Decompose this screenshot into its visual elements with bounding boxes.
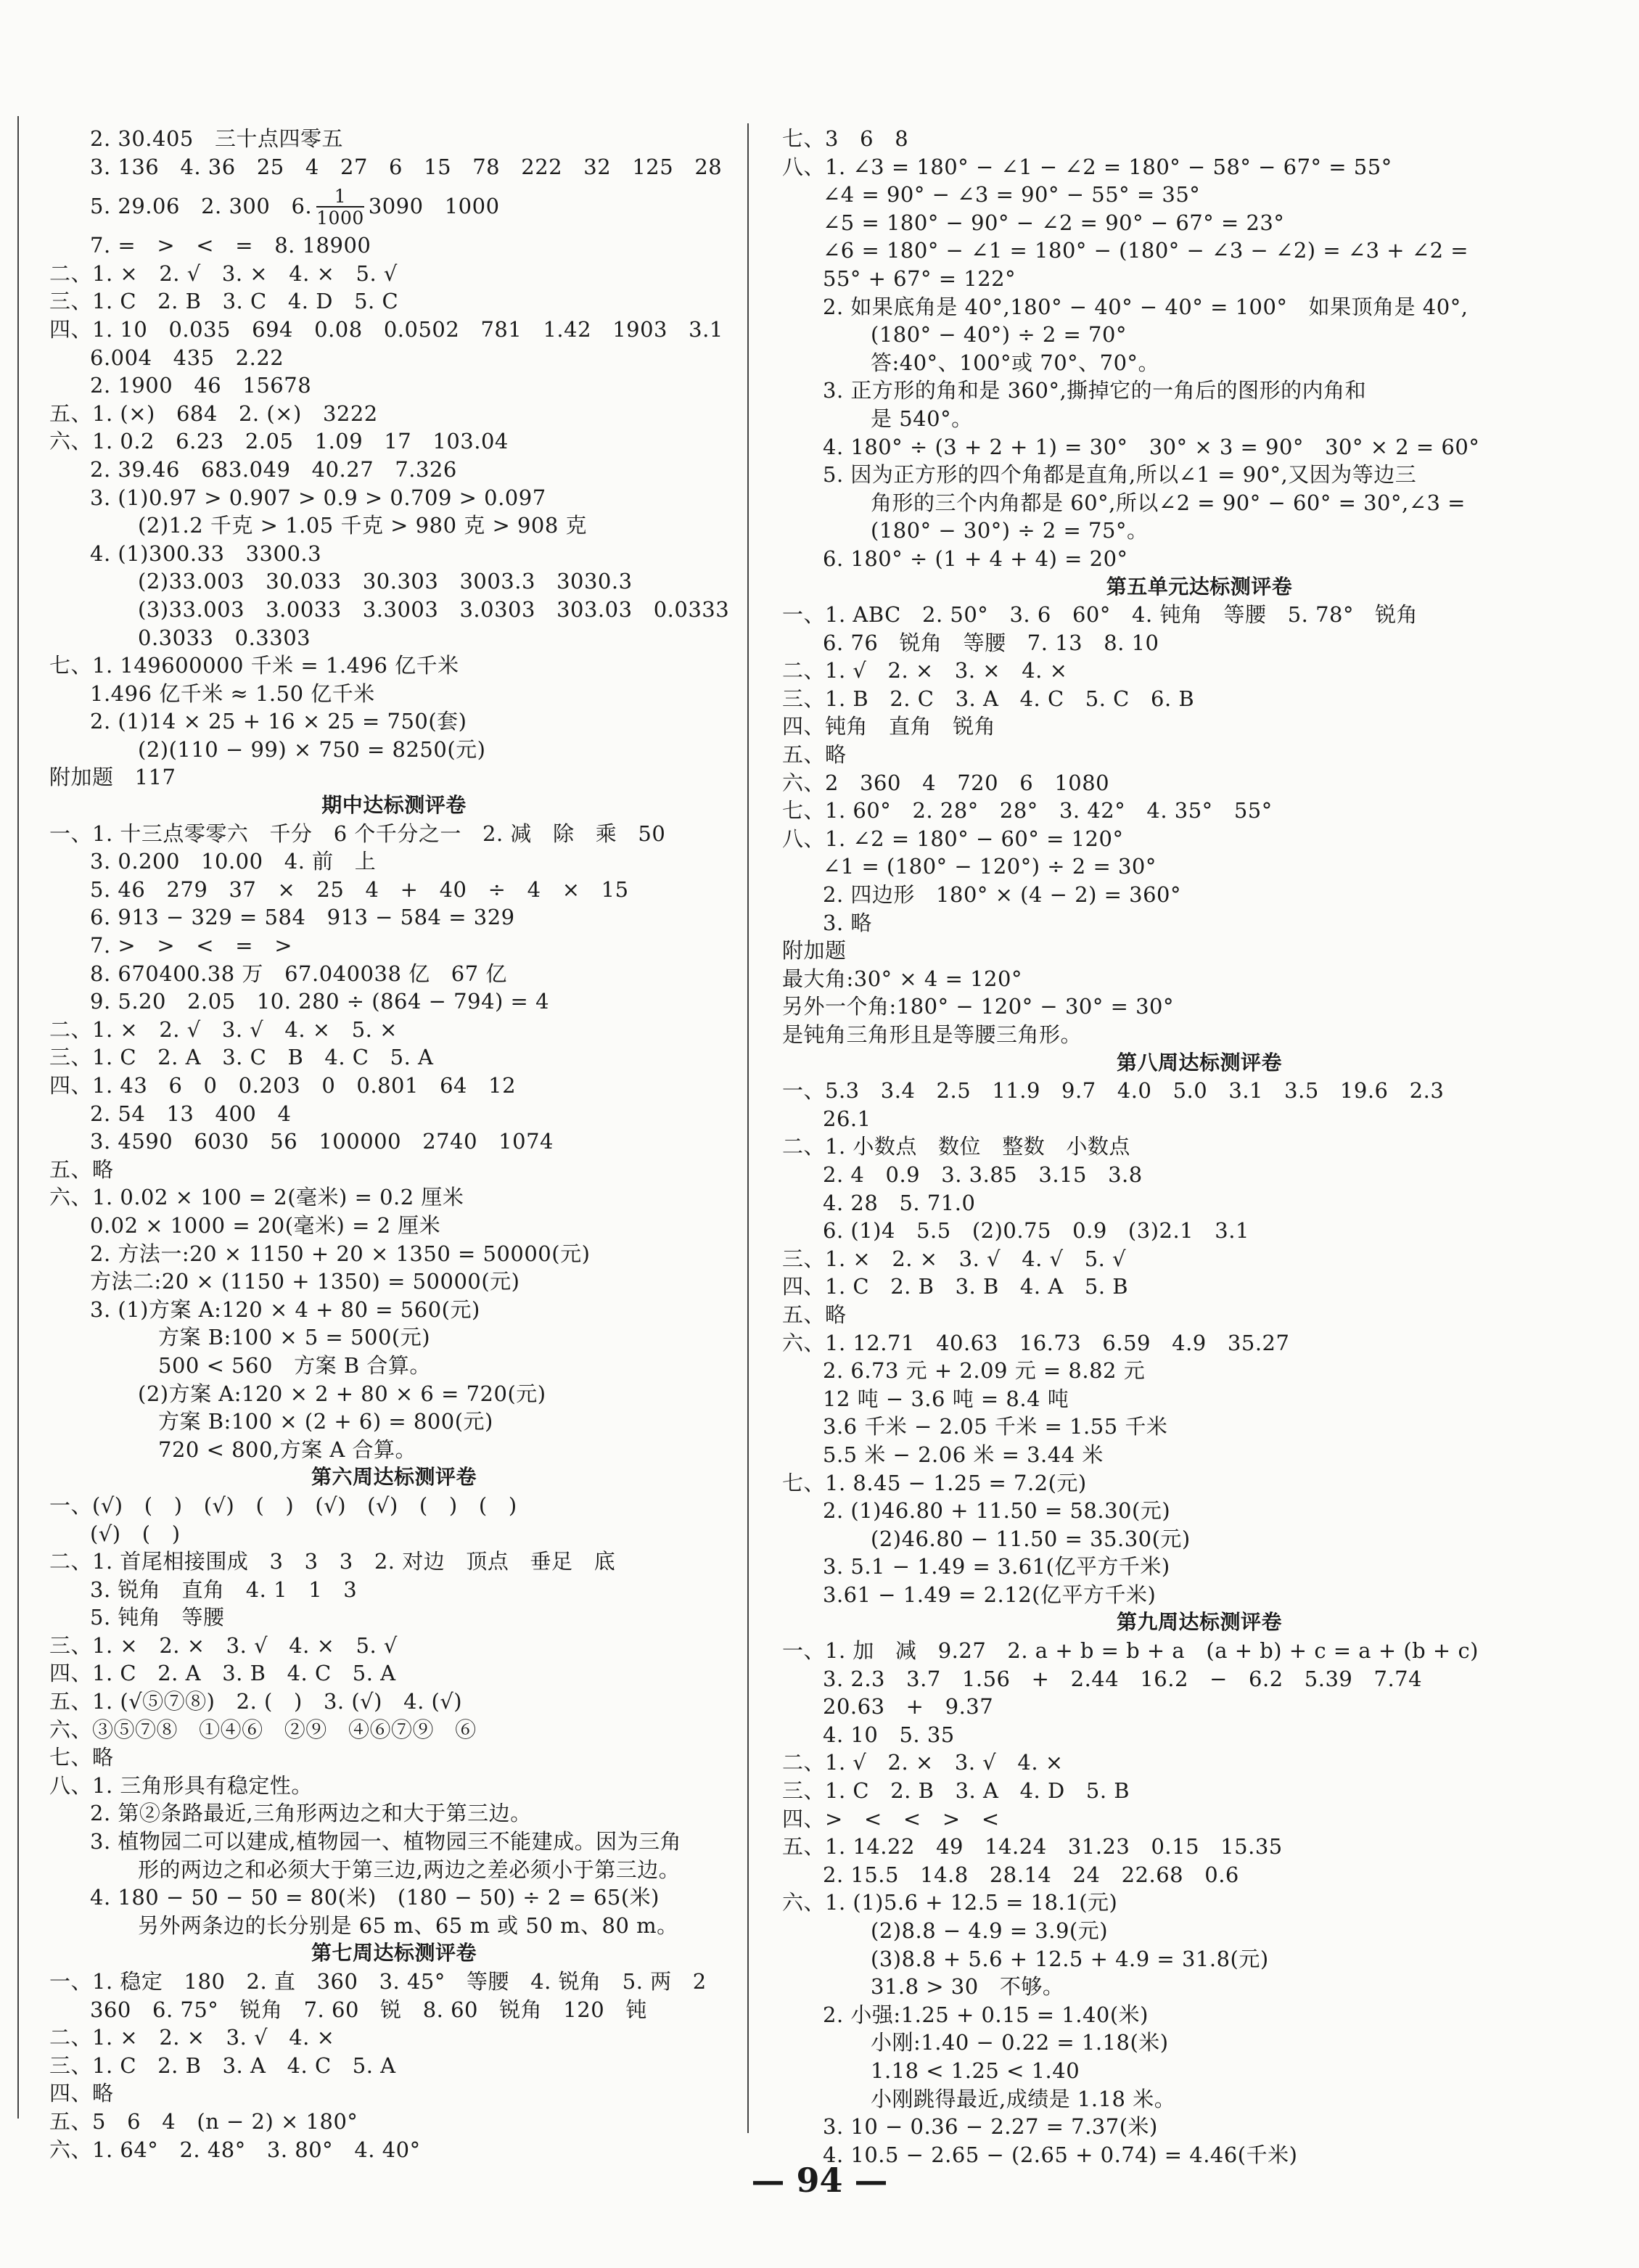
answer-line: 4. 28 5. 71.0 bbox=[823, 1190, 976, 1215]
answer-line: 6.004 435 2.22 bbox=[90, 345, 284, 370]
answer-line: 12 吨 − 3.6 吨 = 8.4 吨 bbox=[823, 1386, 1069, 1411]
answer-line: 3. 5.1 − 1.49 = 3.61(亿平方千米) bbox=[823, 1554, 1170, 1579]
section-heading: 第六周达标测评卷 bbox=[311, 1465, 477, 1490]
answer-line: 七、1. 149600000 千米 = 1.496 亿千米 bbox=[49, 653, 459, 678]
answer-line: 是钝角三角形且是等腰三角形。 bbox=[782, 1022, 1083, 1047]
answer-line: 31.8 > 30 不够。 bbox=[871, 1974, 1064, 2000]
answer-line: 55° + 67° = 122° bbox=[823, 266, 1016, 291]
answer-line: 5. 因为正方形的四个角都是直角,所以∠1 = 90°,又因为等边三 bbox=[823, 462, 1417, 488]
answer-line: 2. 方法一:20 × 1150 + 20 × 1350 = 50000(元) bbox=[90, 1241, 591, 1266]
answer-line: 八、1. ∠2 = 180° − 60° = 120° bbox=[782, 826, 1124, 851]
answer-line: 2. 15.5 14.8 28.14 24 22.68 0.6 bbox=[823, 1862, 1239, 1887]
answer-line: 一、1. 加 减 9.27 2. a + b = b + a (a + b) + c = a + (b + c) bbox=[782, 1638, 1479, 1664]
answer-line: 2. (1)46.80 + 11.50 = 58.30(元) bbox=[823, 1498, 1171, 1524]
answer-line: 二、1. × 2. × 3. √ 4. × bbox=[49, 2025, 335, 2050]
answer-line: 六、1. 12.71 40.63 16.73 6.59 4.9 35.27 bbox=[782, 1330, 1290, 1355]
answer-line: 2. 四边形 180° × (4 − 2) = 360° bbox=[823, 882, 1181, 908]
answer-line: 20.63 + 9.37 bbox=[823, 1694, 994, 1720]
fraction-denominator: 1000 bbox=[316, 208, 364, 229]
answer-line: 一、5.3 3.4 2.5 11.9 9.7 4.0 5.0 3.1 3.5 19.6 2.3 bbox=[782, 1078, 1445, 1104]
answer-line: 360 6. 75° 锐角 7. 60 锐 8. 60 锐角 120 钝 bbox=[90, 1997, 647, 2022]
answer-line: ∠4 = 90° − ∠3 = 90° − 55° = 35° bbox=[823, 182, 1201, 208]
answer-line: (2)46.80 − 11.50 = 35.30(元) bbox=[871, 1526, 1191, 1551]
answer-line: 4. (1)300.33 3300.3 bbox=[90, 541, 322, 566]
answer-line: (2)8.8 − 4.9 = 3.9(元) bbox=[871, 1918, 1109, 1943]
answer-line: 五、略 bbox=[782, 742, 847, 768]
answer-line: 三、1. × 2. × 3. √ 4. × 5. √ bbox=[49, 1632, 398, 1658]
answer-line: 五、1. (×) 684 2. (×) 3222 bbox=[49, 400, 378, 426]
answer-line: 3. 锐角 直角 4. 1 1 3 bbox=[90, 1577, 358, 1602]
answer-line: 1.496 亿千米 ≈ 1.50 亿千米 bbox=[90, 681, 375, 706]
answer-line: 2. (1)14 × 25 + 16 × 25 = 750(套) bbox=[90, 709, 467, 734]
answer-line: 五、1. (√⑤⑦⑧) 2. ( ) 3. (√) 4. (√) bbox=[49, 1689, 463, 1714]
answer-line: 4. 10.5 − 2.65 − (2.65 + 0.74) = 4.46(千米) bbox=[823, 2142, 1298, 2167]
answer-line: 二、1. √ 2. × 3. × 4. × bbox=[782, 658, 1068, 683]
answer-line: 五、1. 14.22 49 14.24 31.23 0.15 15.35 bbox=[782, 1834, 1283, 1860]
answer-line: 2. 30.405 三十点四零五 bbox=[90, 126, 344, 151]
answer-line: 一、1. ABC 2. 50° 3. 6 60° 4. 钝角 等腰 5. 78° 锐角 bbox=[782, 602, 1418, 628]
answer-line: 另外一个角:180° − 120° − 30° = 30° bbox=[782, 994, 1174, 1019]
answer-line: 3. 正方形的角和是 360°,撕掉它的一角后的图形的内角和 bbox=[823, 378, 1367, 403]
fraction bbox=[316, 187, 364, 228]
answer-line: 500 < 560 方案 B 合算。 bbox=[158, 1352, 431, 1378]
answer-line: 是 540°。 bbox=[871, 406, 973, 431]
answer-line: 一、(√) ( ) (√) ( ) (√) (√) ( ) ( ) bbox=[49, 1492, 517, 1518]
answer-line: 形的两边之和必须大于第三边,两边之差必须小于第三边。 bbox=[138, 1857, 681, 1882]
answer-line: 5. 钝角 等腰 bbox=[90, 1605, 225, 1630]
answer-line: 3. 略 bbox=[823, 910, 872, 935]
answer-line: 二、1. × 2. √ 3. × 4. × 5. √ bbox=[49, 260, 398, 286]
answer-line: 角形的三个内角都是 60°,所以∠2 = 90° − 60° = 30°,∠3 = bbox=[871, 490, 1466, 515]
answer-line: ∠1 = (180° − 120°) ÷ 2 = 30° bbox=[823, 854, 1157, 879]
answer-line: 八、1. ∠3 = 180° − ∠1 − ∠2 = 180° − 58° − 67° = 55° bbox=[782, 154, 1392, 179]
answer-line: 2. 第②条路最近,三角形两边之和大于第三边。 bbox=[90, 1801, 532, 1826]
answer-line: 720 < 800,方案 A 合算。 bbox=[158, 1437, 417, 1462]
answer-line: 5. 46 279 37 × 25 4 + 40 ÷ 4 × 15 bbox=[90, 876, 629, 902]
answer-line: 6. (1)4 5.5 (2)0.75 0.9 (3)2.1 3.1 bbox=[823, 1218, 1249, 1244]
answer-line: ∠6 = 180° − ∠1 = 180° − (180° − ∠3 − ∠2) = ∠3 + ∠2 = bbox=[823, 238, 1469, 263]
answer-line: 6. 180° ÷ (1 + 4 + 4) = 20° bbox=[823, 546, 1128, 571]
column-divider bbox=[747, 123, 749, 2133]
section-heading: 第五单元达标测评卷 bbox=[1106, 574, 1293, 599]
answer-line: 二、1. √ 2. × 3. √ 4. × bbox=[782, 1750, 1064, 1775]
right-column bbox=[782, 125, 1617, 2169]
answer-line: 1.18 < 1.25 < 1.40 bbox=[871, 2058, 1080, 2083]
answer-line: 六、1. 0.02 × 100 = 2(毫米) = 0.2 厘米 bbox=[49, 1185, 464, 1210]
answer-line: 26.1 bbox=[823, 1106, 871, 1131]
answer-line: 二、1. 小数点 数位 整数 小数点 bbox=[782, 1134, 1130, 1159]
answer-line: (2)方案 A:120 × 2 + 80 × 6 = 720(元) bbox=[138, 1381, 546, 1406]
answer-line: 答:40°、100°或 70°、70°。 bbox=[871, 350, 1160, 375]
page-number: — 94 — bbox=[751, 2161, 888, 2200]
answer-line: ∠5 = 180° − 90° − ∠2 = 90° − 67° = 23° bbox=[823, 210, 1285, 235]
answer-line: 6. 913 − 329 = 584 913 − 584 = 329 bbox=[90, 905, 515, 930]
answer-line: 4. 10 5. 35 bbox=[823, 1722, 955, 1747]
answer-line: 2. 54 13 400 4 bbox=[90, 1101, 292, 1126]
answer-line: 3. 2.3 3.7 1.56 + 2.44 16.2 − 6.2 5.39 7.74 bbox=[823, 1666, 1423, 1691]
answer-line: 方法二:20 × (1150 + 1350) = 50000(元) bbox=[90, 1269, 520, 1294]
answer-line: 三、1. C 2. B 3. A 4. D 5. B bbox=[782, 1778, 1130, 1804]
answer-line: 0.02 × 1000 = 20(毫米) = 2 厘米 bbox=[90, 1212, 441, 1238]
answer-line: (3)33.003 3.0033 3.3003 3.0303 303.03 0.0333 bbox=[138, 596, 730, 622]
answer-line: 七、1. 8.45 − 1.25 = 7.2(元) bbox=[782, 1470, 1087, 1495]
answer-line: 3.6 千米 − 2.05 千米 = 1.55 千米 bbox=[823, 1414, 1168, 1439]
answer-line: 四、1. C 2. A 3. B 4. C 5. A bbox=[49, 1661, 396, 1686]
answer-line: 四、略 bbox=[49, 2081, 114, 2106]
answer-line: 4. 180 − 50 − 50 = 80(米) (180 − 50) ÷ 2 = 65(米) bbox=[90, 1885, 660, 1910]
answer-line: 三、1. C 2. B 3. C 4. D 5. C bbox=[49, 289, 399, 314]
answer-line: 六、2 360 4 720 6 1080 bbox=[782, 770, 1110, 795]
answer-line: 3. 植物园二可以建成,植物园一、植物园三不能建成。因为三角 bbox=[90, 1829, 682, 1854]
left-margin-rule bbox=[17, 116, 19, 2119]
answer-line: 2. 39.46 683.049 40.27 7.326 bbox=[90, 456, 457, 482]
answer-line: 9. 5.20 2.05 10. 280 ÷ (864 − 794) = 4 bbox=[90, 989, 550, 1014]
answer-line: 八、1. 三角形具有稳定性。 bbox=[49, 1772, 313, 1798]
answer-line: 三、1. B 2. C 3. A 4. C 5. C 6. B bbox=[782, 686, 1195, 711]
answer-line: 5.5 米 − 2.06 米 = 3.44 米 bbox=[823, 1442, 1104, 1467]
answer-line: 小刚:1.40 − 0.22 = 1.18(米) bbox=[871, 2030, 1169, 2055]
answer-line: (√) ( ) bbox=[90, 1521, 181, 1546]
answer-line: 2. 4 0.9 3. 3.85 3.15 3.8 bbox=[823, 1162, 1143, 1187]
answer-line: 五、略 bbox=[49, 1156, 114, 1182]
answer-line: 三、1. C 2. B 3. A 4. C 5. A bbox=[49, 2053, 396, 2078]
answer-line: (3)8.8 + 5.6 + 12.5 + 4.9 = 31.8(元) bbox=[871, 1946, 1269, 1971]
left-column bbox=[49, 125, 739, 2164]
section-heading: 期中达标测评卷 bbox=[321, 793, 467, 818]
answer-line: 附加题 bbox=[782, 938, 847, 964]
answer-line: 七、1. 60° 2. 28° 28° 3. 42° 4. 35° 55° bbox=[782, 798, 1273, 823]
answer-line: 7. = > < = 8. 18900 bbox=[90, 233, 371, 258]
answer-line: 小刚跳得最近,成绩是 1.18 米。 bbox=[871, 2086, 1176, 2111]
answer-line: 四、> < < > < bbox=[782, 1806, 1000, 1831]
answer-line: 二、1. 首尾相接围成 3 3 3 2. 对边 顶点 垂足 底 bbox=[49, 1549, 616, 1574]
answer-line: 一、1. 稳定 180 2. 直 360 3. 45° 等腰 4. 锐角 5. 两 2 bbox=[49, 1969, 707, 1994]
answer-line: 五、5 6 4 (n − 2) × 180° bbox=[49, 2108, 358, 2134]
answer-line: (2)1.2 千克 > 1.05 千克 > 980 克 > 908 克 bbox=[138, 513, 588, 538]
answer-line: 方案 B:100 × 5 = 500(元) bbox=[158, 1325, 431, 1350]
answer-line: 3. 10 − 0.36 − 2.27 = 7.37(米) bbox=[823, 2114, 1158, 2140]
answer-line: 3. (1)0.97 > 0.907 > 0.9 > 0.709 > 0.097 bbox=[90, 485, 546, 510]
answer-line: 2. 小强:1.25 + 0.15 = 1.40(米) bbox=[823, 2002, 1149, 2027]
answer-line: (2)(110 − 99) × 750 = 8250(元) bbox=[138, 736, 486, 762]
answer-line: 二、1. × 2. √ 3. √ 4. × 5. × bbox=[49, 1016, 398, 1042]
answer-text: 5. 29.06 2. 300 6. bbox=[90, 194, 313, 219]
answer-line: 三、1. C 2. A 3. C B 4. C 5. A bbox=[49, 1045, 434, 1070]
answer-line: 方案 B:100 × (2 + 6) = 800(元) bbox=[158, 1409, 493, 1434]
answer-line: 一、1. 十三点零零六 千分 6 个千分之一 2. 减 除 乘 50 bbox=[49, 821, 666, 846]
answer-line: 2. 如果底角是 40°,180° − 40° − 40° = 100° 如果顶角是 40°, bbox=[823, 294, 1468, 319]
answer-line: 附加题 117 bbox=[49, 765, 176, 790]
answer-line: 3. 136 4. 36 25 4 27 6 15 78 222 32 125 28 bbox=[90, 154, 723, 179]
answer-line: 七、略 bbox=[49, 1745, 114, 1770]
answer-line: 2. 1900 46 15678 bbox=[90, 373, 312, 398]
answer-line: 六、③⑤⑦⑧ ①④⑥ ②⑨ ④⑥⑦⑨ ⑥ bbox=[49, 1717, 477, 1742]
answer-line: 四、1. C 2. B 3. B 4. A 5. B bbox=[782, 1274, 1129, 1299]
answer-line: 2. 6.73 元 + 2.09 元 = 8.82 元 bbox=[823, 1358, 1146, 1384]
answer-line: (2)33.003 30.033 30.303 3003.3 3030.3 bbox=[138, 569, 633, 594]
answer-line: 4. 180° ÷ (3 + 2 + 1) = 30° 30° × 3 = 90° 30° × 2 = 60° bbox=[823, 434, 1480, 459]
answer-line: 另外两条边的长分别是 65 m、65 m 或 50 m、80 m。 bbox=[138, 1912, 678, 1938]
answer-line: 3. 4590 6030 56 100000 2740 1074 bbox=[90, 1129, 554, 1154]
answer-line: 六、1. 64° 2. 48° 3. 80° 4. 40° bbox=[49, 2137, 421, 2162]
answer-line: 四、钝角 直角 锐角 bbox=[782, 714, 996, 739]
section-heading: 第八周达标测评卷 bbox=[1116, 1050, 1282, 1075]
section-heading: 第七周达标测评卷 bbox=[311, 1941, 477, 1965]
answer-line: (180° − 40°) ÷ 2 = 70° bbox=[871, 322, 1127, 348]
fraction-numerator: 1 bbox=[334, 186, 347, 208]
answer-line: 3.61 − 1.49 = 2.12(亿平方千米) bbox=[823, 1582, 1157, 1607]
answer-line: (180° − 30°) ÷ 2 = 75°。 bbox=[871, 518, 1149, 543]
answer-line: 3. (1)方案 A:120 × 4 + 80 = 560(元) bbox=[90, 1297, 480, 1322]
answer-line: 0.3033 0.3303 bbox=[138, 625, 311, 650]
answer-line: 最大角:30° × 4 = 120° bbox=[782, 966, 1022, 991]
answer-line: 六、1. (1)5.6 + 12.5 = 18.1(元) bbox=[782, 1890, 1118, 1915]
answer-line: 7. > > < = > bbox=[90, 933, 293, 958]
answer-line: 三、1. × 2. × 3. √ 4. √ 5. √ bbox=[782, 1246, 1127, 1271]
answer-line: 四、1. 43 6 0 0.203 0 0.801 64 12 bbox=[49, 1073, 517, 1098]
answer-line: 8. 670400.38 万 67.040038 亿 67 亿 bbox=[90, 961, 507, 986]
answer-line: 五、略 bbox=[782, 1302, 847, 1327]
answer-line: 四、1. 10 0.035 694 0.08 0.0502 781 1.42 1903 3.1 bbox=[49, 316, 723, 342]
answer-line: 六、1. 0.2 6.23 2.05 1.09 17 103.04 bbox=[49, 429, 509, 454]
answer-line: 七、3 6 8 bbox=[782, 126, 909, 151]
answer-line bbox=[49, 181, 739, 231]
answer-line: 6. 76 锐角 等腰 7. 13 8. 10 bbox=[823, 630, 1159, 655]
answer-text: 3090 1000 bbox=[368, 194, 500, 219]
section-heading: 第九周达标测评卷 bbox=[1116, 1610, 1282, 1635]
answer-line: 3. 0.200 10.00 4. 前 上 bbox=[90, 849, 377, 874]
